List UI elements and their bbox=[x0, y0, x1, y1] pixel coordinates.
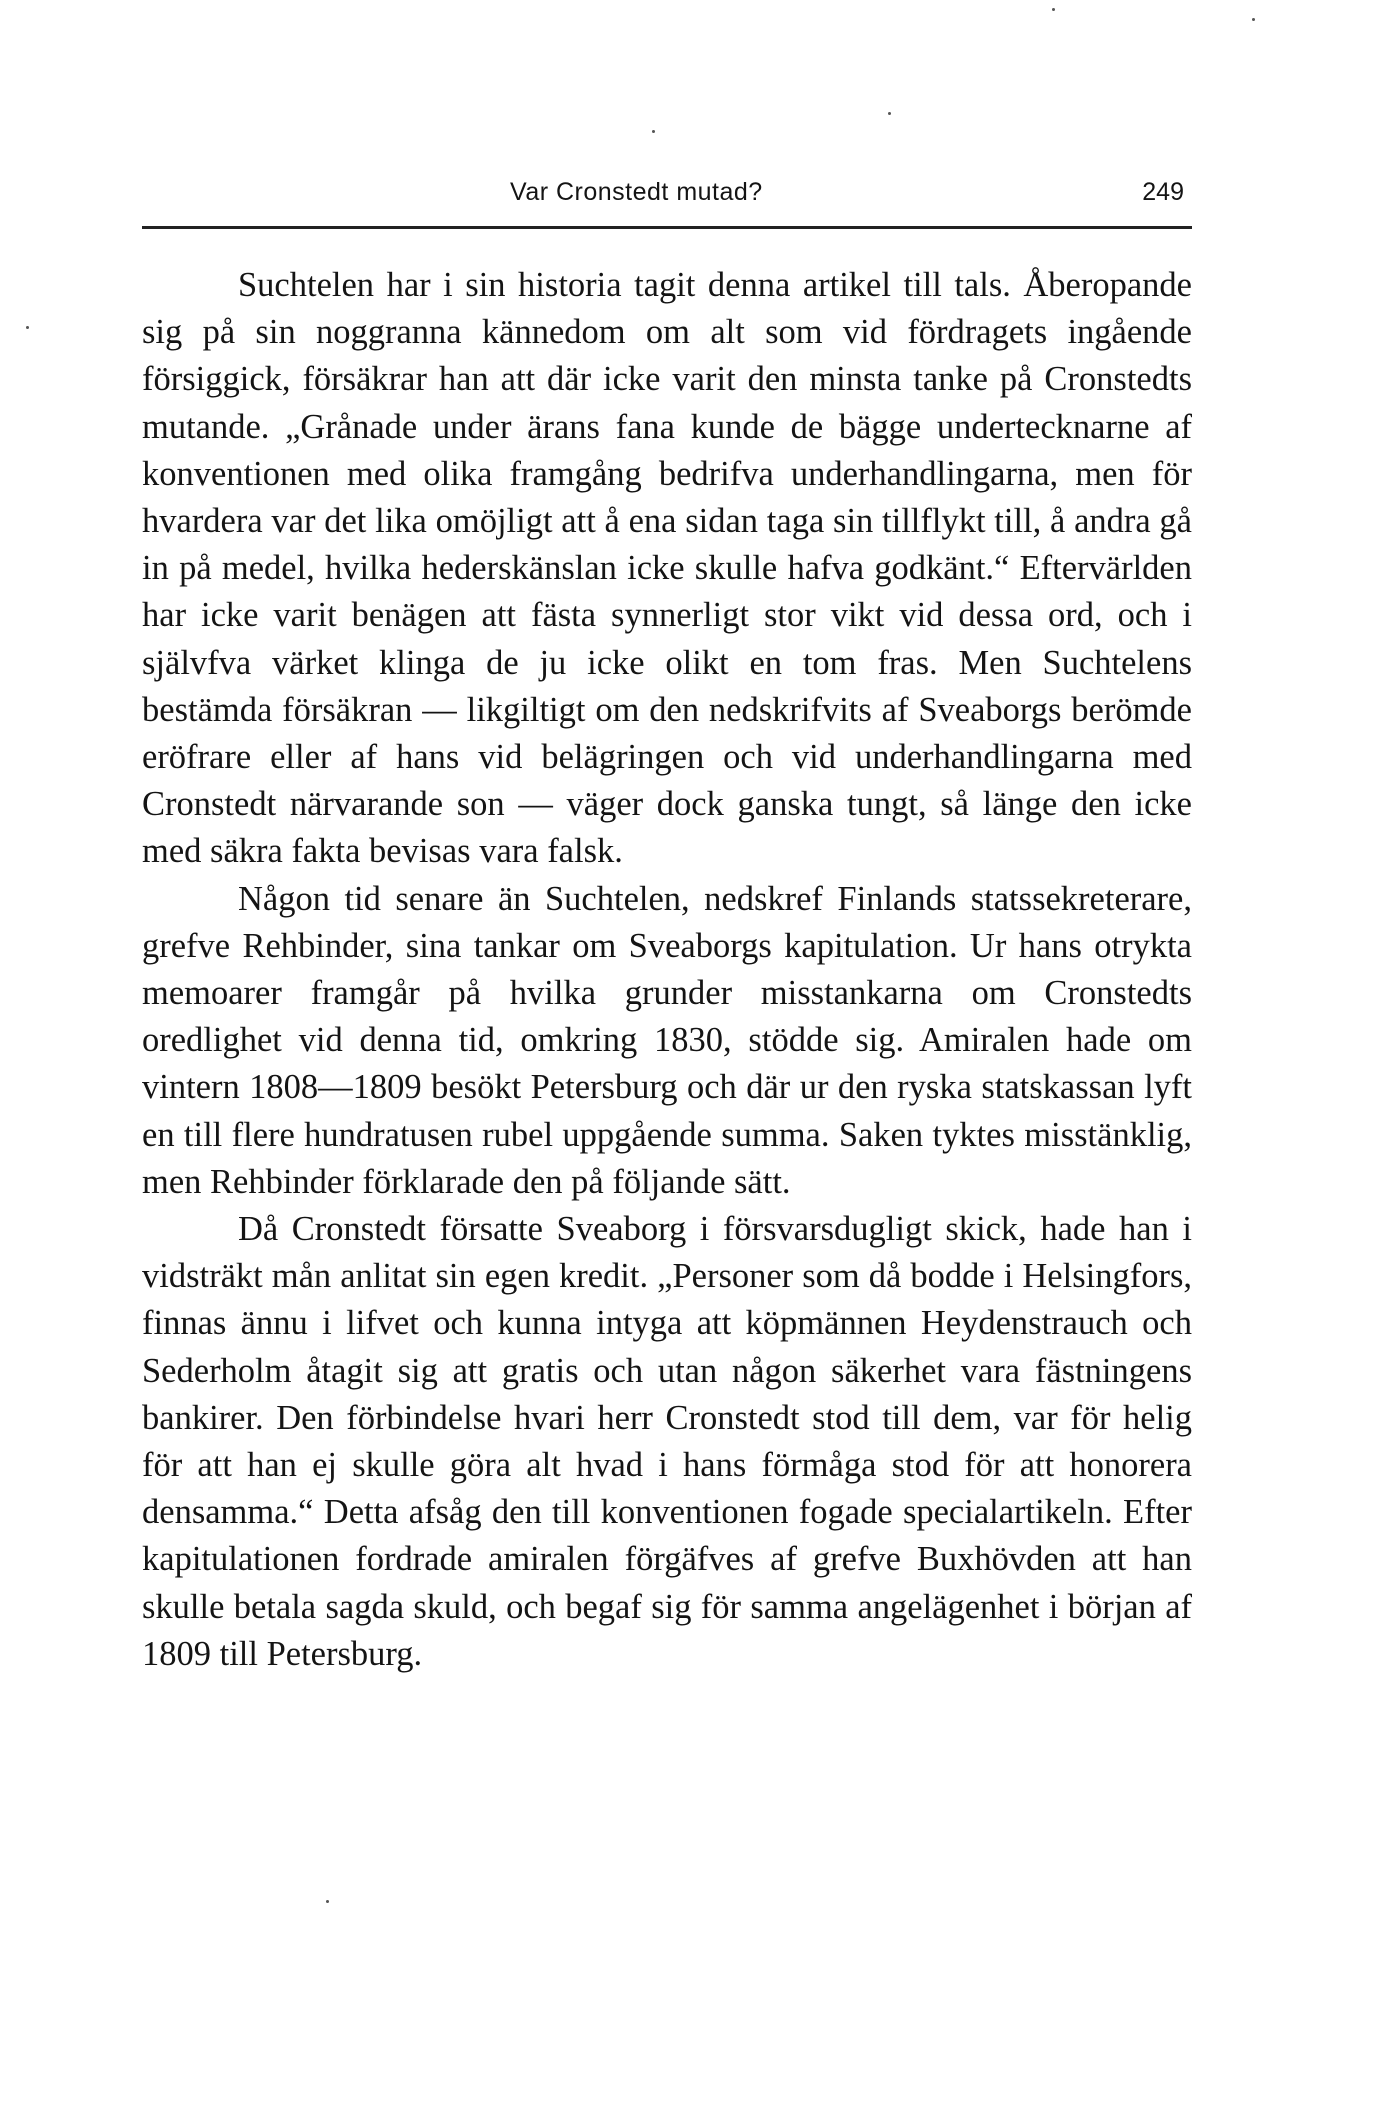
print-speck bbox=[26, 326, 29, 329]
print-speck bbox=[1252, 18, 1255, 21]
paragraph-1: Suchtelen har i sin historia tagit denna artikel till tals. Åberopande sig på sin noggranna kännedom om alt som vid fördragets ingående försiggick, försäkrar han att där icke varit den minsta tanke på Cronstedts mutande. „Grånade under ärans fana kunde de bägge undertecknarne af konventionen med olika framgång bedrifva underhandlingarna, men för hvardera var det lika omöjligt att å ena sidan taga sin tillflykt till, å andra gå in på medel, hvilka hederskänslan icke skulle hafva godkänt.“ Eftervärlden har icke varit benägen att fästa synnerligt stor vikt vid dessa ord, och i självfva värket klinga de ju icke olikt en tom fras. Men Suchtelens bestämda försäkran — likgiltigt om den nedskrifvits af Sveaborgs berömde eröfrare eller af hans vid belägringen och vid underhandlingarna med Cronstedt närvarande son — väger dock ganska tungt, så länge den icke med säkra fakta bevisas vara falsk. bbox=[142, 266, 1192, 871]
print-speck bbox=[326, 1900, 329, 1903]
header-rule bbox=[142, 226, 1192, 229]
paragraph-3: Då Cronstedt försatte Sveaborg i försvarsdugligt skick, hade han i vidsträkt mån anlitat sin egen kredit. „Personer som då bodde i Helsingfors, finnas ännu i lifvet och kunna intyga att köpmännen Heydenstrauch och Sederholm åtagit sig att gratis och utan någon säkerhet vara fästningens bankirer. Den förbindelse hvari herr Cronstedt stod till dem, var för helig för att han ej skulle göra alt hvad i hans förmåga stod för att honorera densamma.“ Detta afsåg den till konventionen fogade specialartikeln. Efter kapitulationen fordrade amiralen förgäfves af grefve Buxhövden att han skulle betala sagda skuld, och begaf sig för samma angelägenhet i början af 1809 till Petersburg. bbox=[142, 1210, 1192, 1673]
print-speck bbox=[1052, 8, 1055, 11]
paragraph-2: Någon tid senare än Suchtelen, nedskref Finlands statssekreterare, grefve Rehbinder, sina tankar om Sveaborgs kapitulation. Ur hans otrykta memoarer framgår på hvilka grunder misstankarna om Cronstedts oredlighet vid denna tid, omkring 1830, stödde sig. Amiralen hade om vintern 1808—1809 besökt Petersburg och där ur den ryska statskassan lyft en till flere hundratusen rubel uppgående summa. Saken tyktes misstänklig, men Rehbinder förklarade den på följande sätt. bbox=[142, 879, 1192, 1201]
page-number: 249 bbox=[1142, 178, 1184, 206]
body-text bbox=[142, 262, 1192, 1678]
running-head bbox=[142, 178, 1192, 222]
print-speck bbox=[888, 112, 891, 115]
running-title: Var Cronstedt mutad? bbox=[510, 178, 763, 206]
print-speck bbox=[652, 130, 655, 133]
